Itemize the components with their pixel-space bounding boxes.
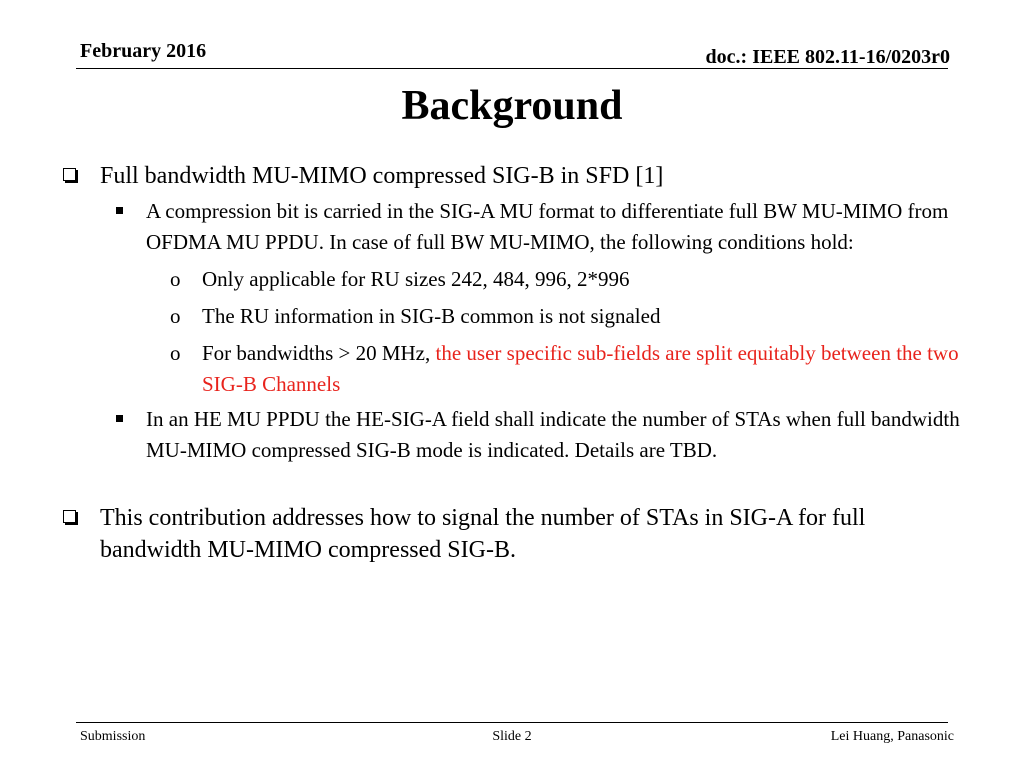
header-doc-number: doc.: IEEE 802.11-16/0203r0 [705,46,950,68]
bullet-text: This contribution addresses how to signal the number of STAs in SIG-A for full bandwidth MU-MIMO compressed SIG-B. [100,505,866,563]
footer-submission: Submission [80,729,146,744]
header-divider [76,68,948,69]
footer-divider [76,722,948,723]
circle-bullet-icon: o [170,341,181,365]
checkbox-bullet-icon [63,168,76,181]
bullet-item [60,502,970,566]
sub-sub-bullet-text: The RU information in SIG-B common is not signaled [202,304,661,328]
bullet-text: Full bandwidth MU-MIMO compressed SIG-B in SFD [1] [100,163,664,189]
sub-bullet-item [60,404,970,466]
sub-sub-bullet-item [60,264,970,295]
footer-author: Lei Huang, Panasonic [830,729,954,744]
sub-sub-bullet-item [60,301,970,332]
sub-bullet-text: In an HE MU PPDU the HE-SIG-A field shall indicate the number of STAs when full bandwidth MU-MIMO compressed SIG-B mode is indicated. Details are TBD. [146,407,960,462]
sub-bullet-item [60,196,970,258]
checkbox-bullet-icon [63,510,76,523]
circle-bullet-icon: o [170,267,181,291]
sub-sub-bullet-item [60,338,970,400]
slide-content [60,160,970,566]
sub-sub-bullet-text: Only applicable for RU sizes 242, 484, 996, 2*996 [202,267,630,291]
sub-bullet-text: A compression bit is carried in the SIG-A MU format to differentiate full BW MU-MIMO from OFDMA MU PPDU. In case of full BW MU-MIMO, the following conditions hold: [146,199,949,254]
square-bullet-icon [116,207,123,214]
sub-sub-bullet-text: For bandwidths > 20 MHz, [202,341,436,365]
slide-number: Slide 2 [492,729,532,744]
highlighted-text: the user specific sub-fields are split equitably between the two SIG-B Channels [202,341,959,396]
circle-bullet-icon: o [170,304,181,328]
square-bullet-icon [116,415,123,422]
bullet-item [60,160,970,192]
slide-title: Background [401,83,623,129]
header-date: February 2016 [80,40,207,62]
